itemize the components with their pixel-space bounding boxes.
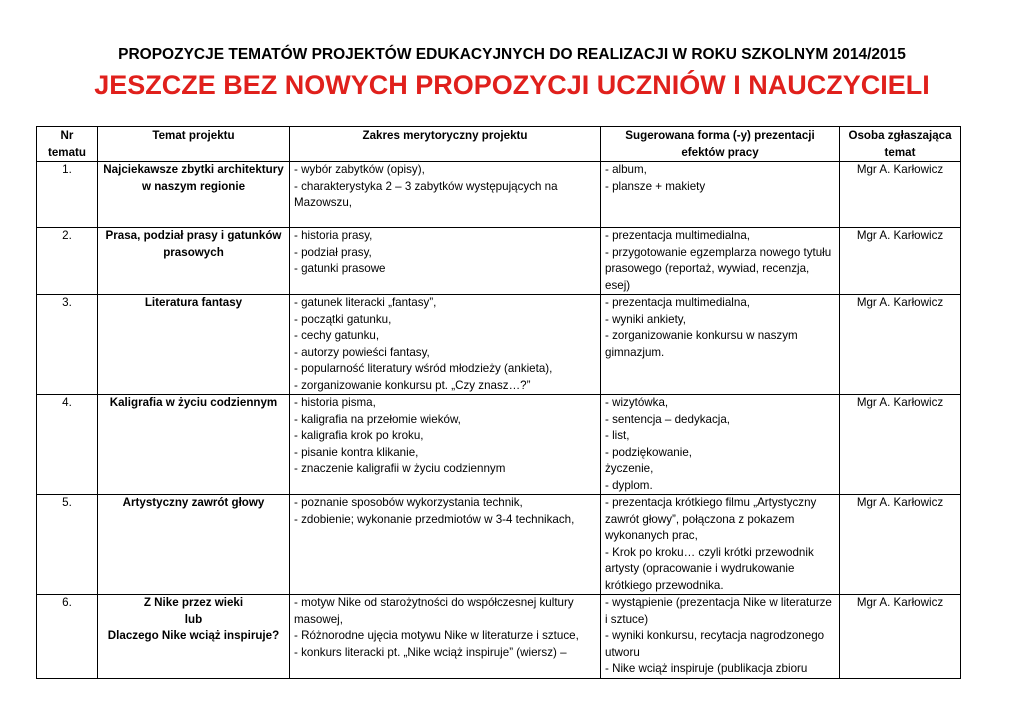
row-number: 6. [37,595,98,679]
row-scope-line: - gatunki prasowe [294,262,386,275]
row-topic-line: Najciekawsze zbytki architektury w naszym regionie [103,163,284,193]
row-scope-line: - autorzy powieści fantasy, [294,345,430,359]
row-person: Mgr A. Karłowicz [840,162,961,228]
row-form-line: - prezentacja multimedialna, [605,296,750,309]
row-number: 3. [37,295,98,395]
row-form-line: - prezentacja multimedialna, [605,229,750,242]
row-form-line: - prezentacja krótkiego filmu „Artystyczny zawrót głowy”, połączona z pokazem wykonanych prac, [605,496,817,542]
row-topic-line: Z Nike przez wieki [143,596,244,609]
row-scope-line: - zdobienie; wykonanie przedmiotów w 3-4 technikach, [294,512,575,526]
row-topic-line: Literatura fantasy [144,296,243,309]
header-nr: Nr tematu [37,127,98,162]
row-scope [290,595,601,679]
row-form-line: życzenie, [605,462,654,475]
row-form-line: - Nike wciąż inspiruje (publikacja zbioru [605,662,808,675]
row-scope-line: - poznanie sposobów wykorzystania technik, [294,496,523,509]
table-row [37,228,961,295]
row-form-line: - przygotowanie egzemplarza nowego tytułu prasowego (reportaż, wywiad, recenzja, esej) [605,245,832,292]
row-topic-line: lub [184,612,203,626]
row-form-line: - wyniki konkursu, recytacja nagrodzonego utworu [605,629,825,659]
header-person: Osoba zgłaszająca temat [840,127,961,162]
row-form-line: - wizytówka, [605,396,669,409]
row-number: 4. [37,395,98,495]
row-form [601,295,840,395]
table-row [37,162,961,228]
row-scope-line: - zorganizowanie konkursu pt. „Czy znasz…?” [294,378,531,392]
row-scope-line: - gatunek literacki „fantasy”, [294,296,437,309]
row-topic-line: Dlaczego Nike wciąż inspiruje? [107,629,280,642]
row-form-line: - wystąpienie (prezentacja Nike w literaturze i sztuce) [605,596,832,626]
row-topic [98,395,290,495]
row-scope-line: - popularność literatury wśród młodzieży (ankieta), [294,362,553,375]
row-form-line: - dyplom. [605,478,653,492]
row-topic [98,162,290,228]
row-form [601,395,840,495]
row-person: Mgr A. Karłowicz [840,295,961,395]
row-person: Mgr A. Karłowicz [840,595,961,679]
row-scope-line: - historia prasy, [294,229,373,242]
row-scope [290,295,601,395]
row-scope [290,395,601,495]
row-scope-line: - początki gatunku, [294,312,392,326]
row-person: Mgr A. Karłowicz [840,495,961,595]
row-form-line: - plansze + makiety [605,179,706,193]
row-topic-line: Artystyczny zawrót głowy [122,496,265,509]
header-scope: Zakres merytoryczny projektu [290,127,601,162]
row-scope-line: - kaligrafia krok po kroku, [294,429,424,442]
row-form-line: - sentencja – dedykacja, [605,412,731,426]
row-person: Mgr A. Karłowicz [840,395,961,495]
row-topic [98,595,290,679]
table-row [37,395,961,495]
document-title: PROPOZYCJE TEMATÓW PROJEKTÓW EDUKACYJNYCH DO REALIZACJI W ROKU SZKOLNYM 2014/2015 [118,46,906,63]
row-scope-line: - podział prasy, [294,245,372,259]
row-scope-line: - Różnorodne ujęcia motywu Nike w literaturze i sztuce, [294,629,579,642]
row-number: 5. [37,495,98,595]
row-form-line: - Krok po kroku… czyli krótki przewodnik artysty (opracowanie i wydrukowanie krótkiego przewodnika. [605,545,814,592]
header-form: Sugerowana forma (-y) prezentacji efektów pracy [601,127,840,162]
table-row [37,295,961,395]
table-row [37,595,961,679]
row-form-line: - wyniki ankiety, [605,312,686,326]
row-scope-line: - znaczenie kaligrafii w życiu codziennym [294,462,506,475]
row-number: 2. [37,228,98,295]
row-scope-line: - wybór zabytków (opisy), [294,163,425,176]
row-scope [290,495,601,595]
row-form-line: - album, [605,163,647,176]
row-scope-line: - cechy gatunku, [294,329,380,342]
row-form [601,162,840,228]
row-scope-line: - kaligrafia na przełomie wieków, [294,412,461,426]
row-form [601,495,840,595]
row-form-line: - podziękowanie, [605,445,693,459]
row-form [601,228,840,295]
row-number: 1. [37,162,98,228]
row-topic [98,295,290,395]
table-row [37,495,961,595]
row-topic [98,228,290,295]
row-scope-line: - pisanie kontra klikanie, [294,445,419,459]
row-form [601,595,840,679]
row-form-line: - list, [605,429,630,442]
document-subtitle: JESZCZE BEZ NOWYCH PROPOZYCJI UCZNIÓW I NAUCZYCIELI [94,70,930,100]
header-topic: Temat projektu [98,127,290,162]
row-topic [98,495,290,595]
row-scope [290,162,601,228]
row-topic-line: Kaligrafia w życiu codziennym [109,396,278,409]
row-scope-line: - historia pisma, [294,396,376,409]
row-scope [290,228,601,295]
row-scope-line: - konkurs literacki pt. „Nike wciąż inspiruje” (wiersz) – [294,645,567,659]
row-scope-line: - motyw Nike od starożytności do współczesnej kultury masowej, [294,596,574,626]
row-topic-line: Prasa, podział prasy i gatunków prasowych [105,229,282,259]
projects-table [36,126,961,679]
table-header-row [37,127,961,162]
row-person: Mgr A. Karłowicz [840,228,961,295]
row-form-line: - zorganizowanie konkursu w naszym gimnazjum. [605,329,798,359]
row-scope-line: - charakterystyka 2 – 3 zabytków występujących na Mazowszu, [294,179,558,209]
